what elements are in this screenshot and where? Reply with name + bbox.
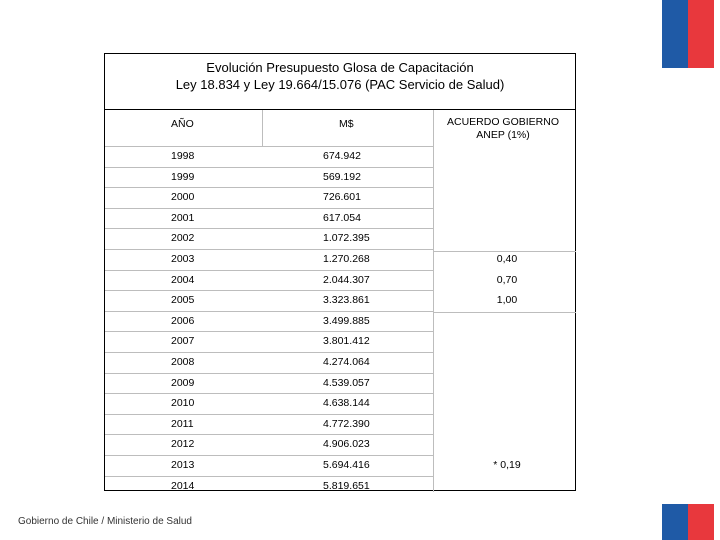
- cell-year: 2001: [171, 211, 195, 224]
- row-divider: [105, 290, 433, 291]
- cell-money: 3.323.861: [323, 294, 370, 307]
- row-divider: [105, 373, 433, 374]
- table-row: [105, 455, 575, 476]
- table-rows: [105, 146, 575, 496]
- row-divider: [105, 331, 433, 332]
- agreement-divider: [433, 251, 576, 252]
- cell-year: 2011: [171, 417, 194, 430]
- row-divider: [105, 167, 433, 168]
- cell-money: 3.499.885: [323, 314, 370, 327]
- table-row: [105, 167, 575, 188]
- row-divider: [105, 352, 433, 353]
- cell-money: 2.044.307: [323, 273, 370, 286]
- table-row: [105, 331, 575, 352]
- table-row: [105, 228, 575, 249]
- cell-money: 4.638.144: [323, 397, 370, 410]
- table-row: [105, 393, 575, 414]
- title-line-1: Evolución Presupuesto Glosa de Capacitación: [206, 60, 474, 75]
- cell-year: 2006: [171, 314, 195, 327]
- table-title: [105, 54, 575, 110]
- cell-agreement: 0,40: [496, 252, 518, 265]
- cell-year: 2007: [171, 335, 195, 348]
- table-row: [105, 434, 575, 455]
- flag-blue-bar: [662, 0, 688, 68]
- row-divider: [105, 187, 433, 188]
- table-row: [105, 373, 575, 394]
- row-divider: [105, 455, 433, 456]
- budget-table: [104, 53, 576, 491]
- cell-money: 617.054: [323, 211, 361, 224]
- agreement-divider: [433, 312, 576, 313]
- row-divider: [105, 249, 433, 250]
- table-row: [105, 311, 575, 332]
- cell-money: 674.942: [323, 150, 361, 162]
- cell-year: 1998: [171, 150, 195, 162]
- flag-red-bar: [688, 504, 714, 540]
- cell-money: 726.601: [323, 191, 361, 204]
- row-divider: [105, 208, 433, 209]
- row-divider: [105, 270, 433, 271]
- cell-year: 2013: [171, 458, 195, 471]
- cell-year: 1999: [171, 170, 195, 183]
- cell-year: 2012: [171, 438, 195, 451]
- header-money: M$: [339, 118, 354, 130]
- cell-money: 569.192: [323, 170, 361, 183]
- row-divider: [105, 414, 433, 415]
- footer-text: Gobierno de Chile / Ministerio de Salud: [18, 516, 192, 527]
- cell-year: 2008: [171, 355, 195, 368]
- table-row: [105, 290, 575, 311]
- cell-money: 1.072.395: [323, 232, 370, 245]
- table-row: [105, 414, 575, 435]
- flag-red-bar: [688, 0, 714, 68]
- row-divider: [105, 393, 433, 394]
- cell-year: 2002: [171, 232, 195, 245]
- table-row: [105, 187, 575, 208]
- cell-money: 5.819.651: [323, 479, 370, 492]
- flag-blue-bar: [662, 504, 688, 540]
- header-divider: [262, 110, 263, 146]
- table-row: [105, 146, 575, 167]
- flag-logo-bottom: [662, 504, 714, 540]
- cell-year: 2010: [171, 397, 195, 410]
- row-divider: [105, 311, 433, 312]
- table-row: [105, 249, 575, 270]
- cell-agreement: 0,70: [496, 273, 518, 286]
- cell-year: 2004: [171, 273, 195, 286]
- cell-money: 1.270.268: [323, 252, 370, 265]
- table-row: [105, 476, 575, 497]
- cell-year: 2009: [171, 376, 195, 389]
- cell-money: 4.906.023: [323, 438, 370, 451]
- table-row: [105, 352, 575, 373]
- row-divider: [105, 146, 433, 147]
- cell-year: 2005: [171, 294, 195, 307]
- cell-agreement: 1,00: [496, 294, 518, 307]
- cell-money: 4.274.064: [323, 355, 370, 368]
- cell-money: 4.539.057: [323, 376, 370, 389]
- cell-money: 5.694.416: [323, 458, 370, 471]
- header-year: AÑO: [171, 118, 194, 130]
- cell-year: 2014: [171, 479, 195, 492]
- table-row: [105, 270, 575, 291]
- cell-money: 3.801.412: [323, 335, 370, 348]
- row-divider: [105, 228, 433, 229]
- cell-money: 4.772.390: [323, 417, 370, 430]
- row-divider: [105, 476, 433, 477]
- cell-agreement: * 0,19: [493, 458, 521, 471]
- table-row: [105, 208, 575, 229]
- title-line-2: Ley 18.834 y Ley 19.664/15.076 (PAC Servicio de Salud): [175, 77, 505, 92]
- row-divider: [105, 434, 433, 435]
- cell-year: 2003: [171, 252, 195, 265]
- header-agreement: ACUERDO GOBIERNO ANEP (1%): [446, 116, 559, 141]
- flag-logo-top: [662, 0, 714, 68]
- cell-year: 2000: [171, 191, 195, 204]
